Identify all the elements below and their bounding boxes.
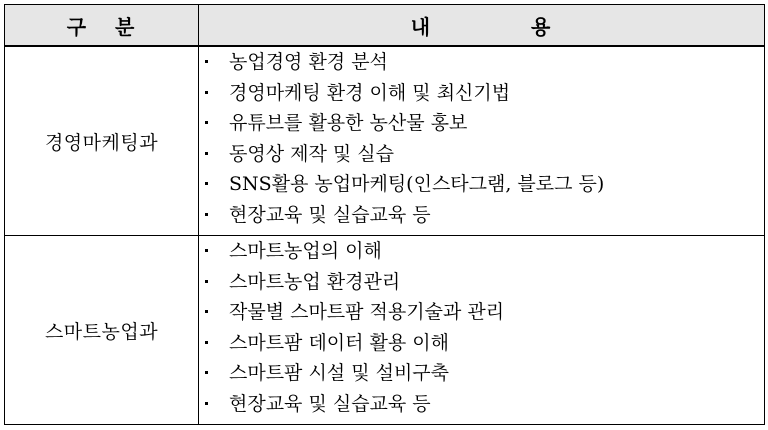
item-list [199,47,764,230]
list-item-text: 작물별 스마트팜 적용기술과 관리 [229,301,505,323]
bullet-icon [205,371,208,374]
table-header-row [5,5,765,47]
list-item-text: 유튜브를 활용한 농산물 홍보 [229,112,468,134]
list-item [199,139,764,170]
content-header [199,5,765,47]
course-table [4,4,765,425]
list-item-text: 동영상 제작 및 실습 [229,142,394,165]
list-item [199,78,764,109]
bullet-icon [205,152,208,155]
bullet-icon [205,60,208,63]
list-item-text: 경영마케팅 환경 이해 및 최신기법 [229,81,511,104]
bullet-icon [205,402,208,405]
list-item [199,108,764,139]
bullet-icon [205,310,208,313]
bullet-icon [205,249,208,252]
category-cell: 스마트농업과 [5,236,199,425]
bullet-icon [205,121,208,124]
list-item [199,169,764,200]
list-item-text: 스마트팜 시설 및 설비구축 [229,362,450,384]
list-item [199,200,764,231]
content-cell [199,46,765,236]
bullet-icon [205,280,208,283]
bullet-icon [205,91,208,94]
category-header [5,5,199,47]
category-cell: 경영마케팅과 [5,46,199,236]
list-item-text: SNS활용 농업마케팅(인스타그램, 블로그 등) [229,173,605,195]
content-header-label: 내 용 [410,14,553,39]
list-item [199,328,764,359]
category-header-label: 구 분 [66,14,137,39]
list-item [199,389,764,420]
bullet-icon [205,341,208,344]
item-list [199,236,764,419]
list-item [199,358,764,389]
list-item [199,47,764,78]
list-item-text: 현장교육 및 실습교육 등 [229,392,431,415]
list-item-text: 현장교육 및 실습교육 등 [229,203,431,226]
list-item-text: 스마트팜 데이터 활용 이해 [229,331,450,354]
list-item [199,236,764,267]
list-item-text: 스마트농업의 이해 [229,240,382,262]
list-item-text: 스마트농업 환경관리 [229,270,401,293]
table-row [5,236,765,425]
table-row [5,46,765,236]
content-cell [199,236,765,425]
bullet-icon [205,213,208,216]
list-item [199,267,764,298]
bullet-icon [205,182,208,185]
list-item [199,297,764,328]
list-item-text: 농업경영 환경 분석 [229,51,388,73]
